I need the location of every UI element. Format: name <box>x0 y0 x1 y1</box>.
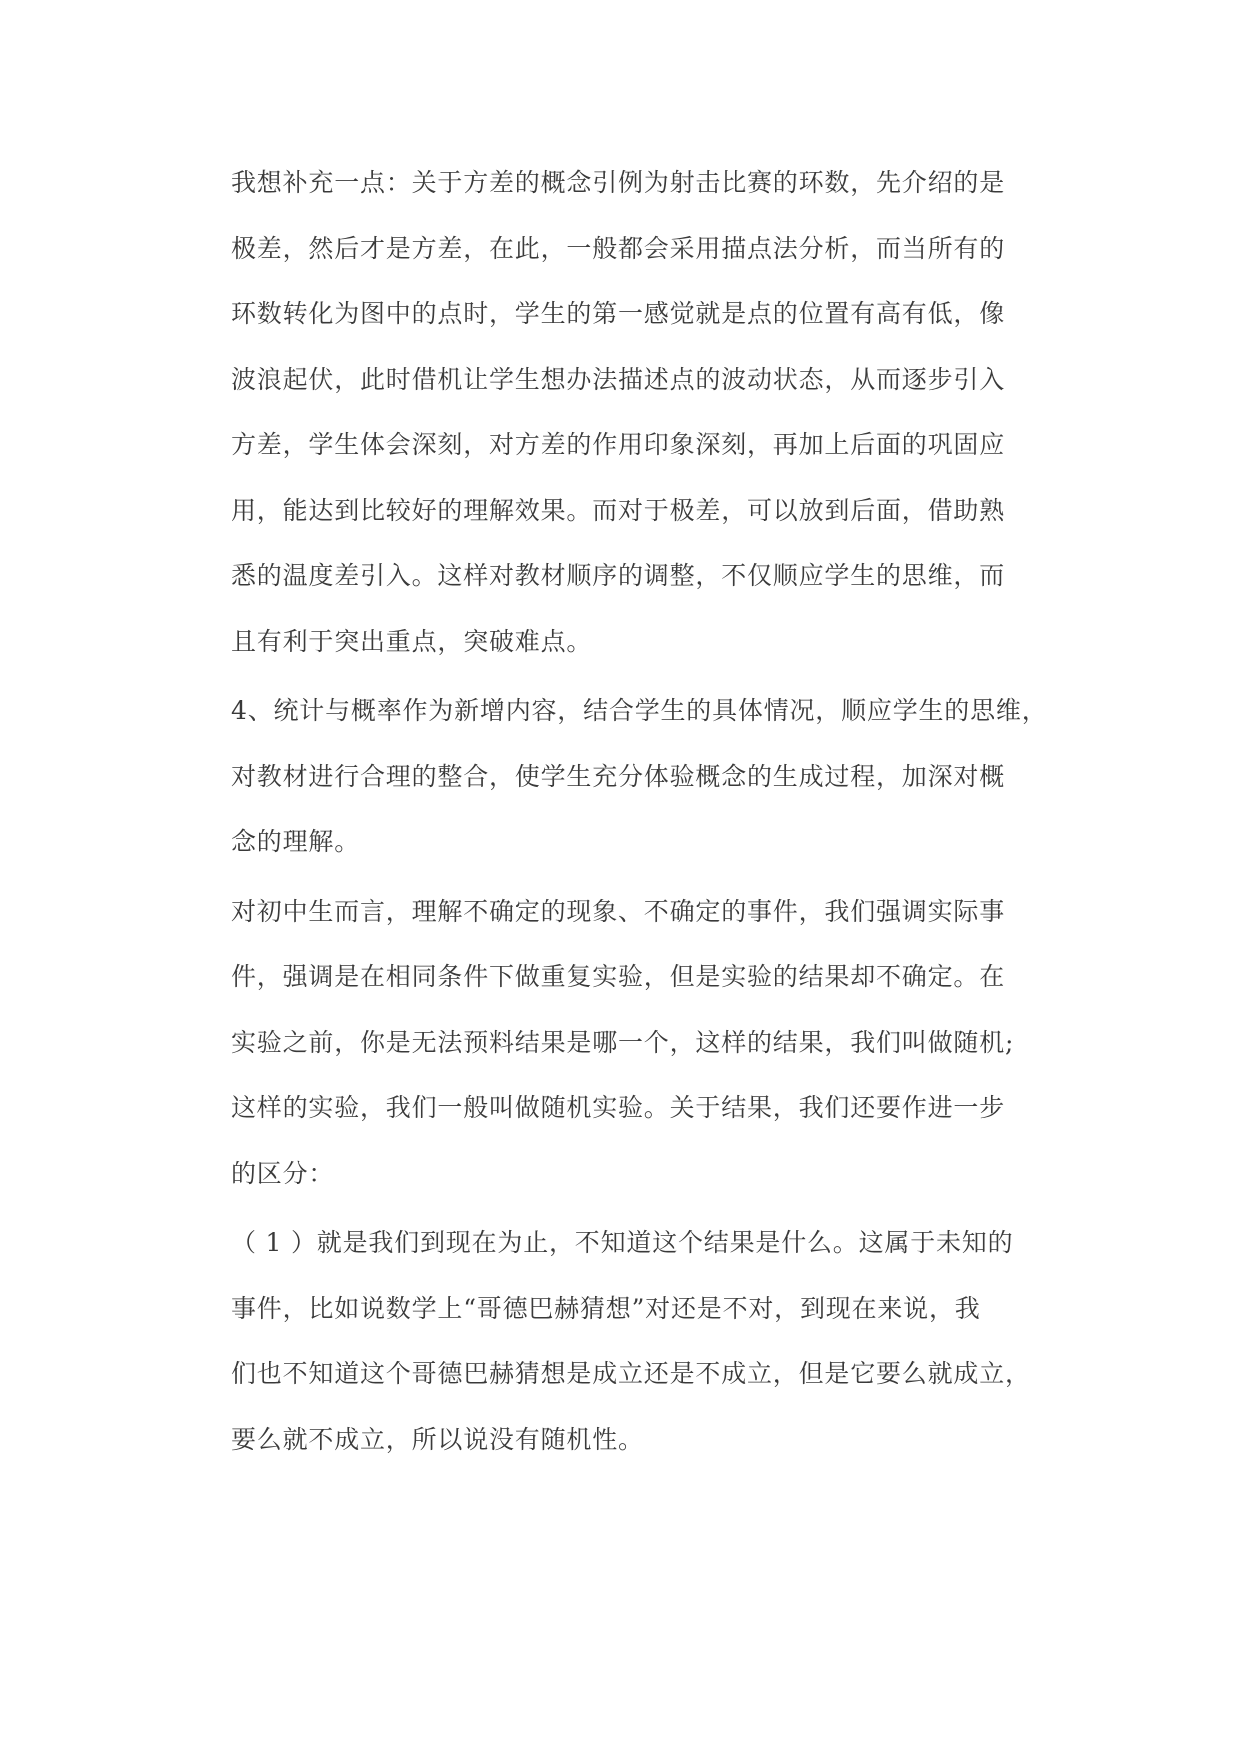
paragraph-uncertain-events <box>231 879 1051 1207</box>
text-line: 且有利于突出重点，突破难点。 <box>231 626 593 656</box>
text-line: 极差，然后才是方差，在此，一般都会采用描点法分析，而当所有的 <box>231 233 1006 263</box>
text-line: 我想补充一点：关于方差的概念引例为射击比赛的环数，先介绍的是 <box>231 168 1006 197</box>
text-line: 波浪起伏，此时借机让学生想办法描述点的波动状态，从而逐步引入 <box>231 364 1006 394</box>
text-line: 悉的温度差引入。这样对教材顺序的调整，不仅顺应学生的思维，而 <box>231 561 1006 590</box>
text-line: 念的理解。 <box>231 827 361 856</box>
text-line: 对教材进行合理的整合，使学生充分体验概念的生成过程，加深对概 <box>231 761 1006 791</box>
text-line: 要么就不成立，所以说没有随机性。 <box>231 1424 644 1454</box>
paragraph-statistics-probability <box>231 678 1051 875</box>
text-line: 们也不知道这个哥德巴赫猜想是成立还是不成立，但是它要么就成立， <box>231 1359 1031 1388</box>
document-body <box>231 150 1051 1472</box>
text-line: 对初中生而言，理解不确定的现象、不确定的事件，我们强调实际事 <box>231 896 1006 926</box>
text-line: 4、统计与概率作为新增内容，结合学生的具体情况，顺应学生的思维， <box>231 696 1048 725</box>
paragraph-unknown-events <box>231 1210 1051 1472</box>
text-line: 实验之前，你是无法预料结果是哪一个，这样的结果，我们叫做随机; <box>231 1027 1015 1057</box>
text-line: 事件，比如说数学上“哥德巴赫猜想”对还是不对，到现在来说，我 <box>231 1293 981 1323</box>
text-line: 件，强调是在相同条件下做重复实验，但是实验的结果却不确定。在 <box>231 962 1006 991</box>
text-line: 环数转化为图中的点时，学生的第一感觉就是点的位置有高有低，像 <box>231 299 1006 328</box>
paragraph-variance-example <box>231 150 1051 674</box>
text-line: 用，能达到比较好的理解效果。而对于极差，可以放到后面，借助熟 <box>231 495 1006 525</box>
text-line: 这样的实验，我们一般叫做随机实验。关于结果，我们还要作进一步 <box>231 1093 1006 1122</box>
text-line: （ 1 ）就是我们到现在为止，不知道这个结果是什么。这属于未知的 <box>231 1228 1014 1257</box>
text-line: 方差，学生体会深刻，对方差的作用印象深刻，再加上后面的巩固应 <box>231 430 1006 459</box>
text-line: 的区分： <box>231 1158 335 1188</box>
